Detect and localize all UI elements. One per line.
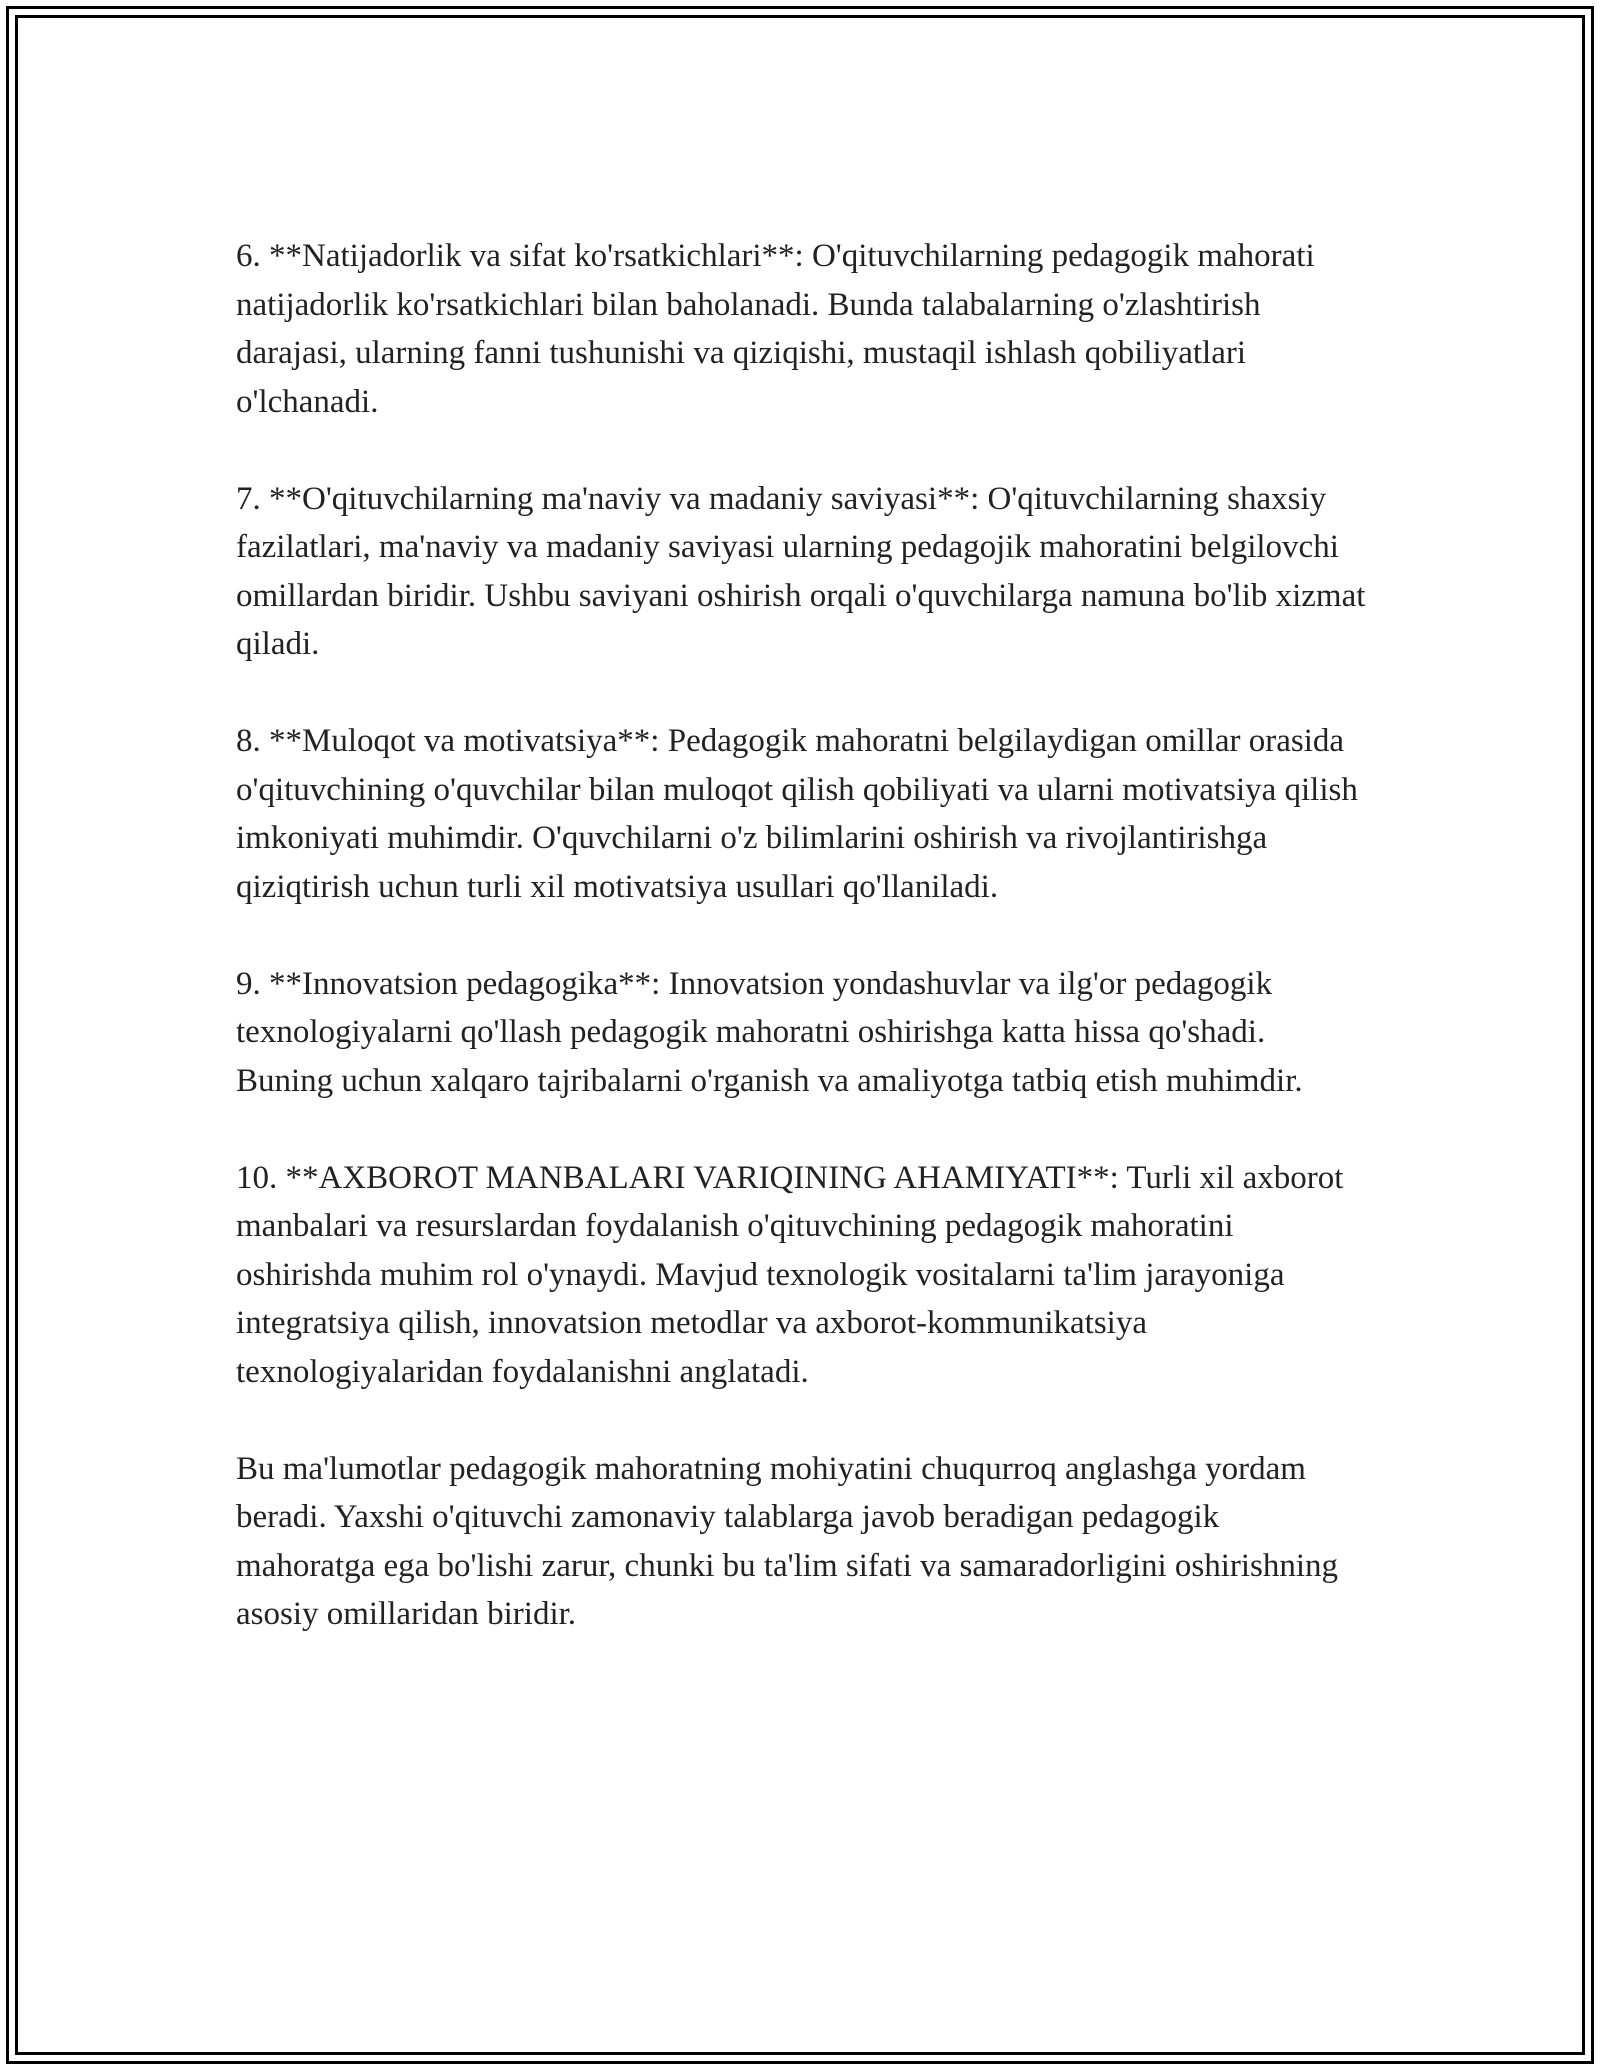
paragraph-item-8: 8. **Muloqot va motivatsiya**: Pedagogik mahoratni belgilaydigan omillar orasida o'qituvchining o'quvchilar bilan muloqot qilish qobiliyati va ularni motivatsiya qilish imkoniyati muhimdir. O'quvchilarni o'z bilimlarini oshirish va rivojlantirishga qiziqtirish uchun turli xil motivatsiya usullari qo'llaniladi. bbox=[236, 723, 1358, 905]
document-body bbox=[236, 232, 1366, 1639]
paragraph-item-7: 7. **O'qituvchilarning ma'naviy va madaniy saviyasi**: O'qituvchilarning shaxsiy fazilatlari, ma'naviy va madaniy saviyasi ularning pedagojik mahoratini belgilovchi omillardan biridir. Ushbu saviyani oshirish orqali o'quvchilarga namuna bo'lib xizmat qiladi. bbox=[236, 480, 1366, 662]
paragraph-item-6: 6. **Natijadorlik va sifat ko'rsatkichlari**: O'qituvchilarning pedagogik mahorati natijadorlik ko'rsatkichlari bilan baholanadi. Bunda talabalarning o'zlashtirish darajasi, ularning fanni tushunishi va qiziqishi, mustaqil ishlash qobiliyatlari o'lchanadi. bbox=[236, 238, 1315, 420]
paragraph-item-9: 9. **Innovatsion pedagogika**: Innovatsion yondashuvlar va ilg'or pedagogik texnologiyalarni qo'llash pedagogik mahoratni oshirishga katta hissa qo'shadi. Buning uchun xalqaro tajribalarni o'rganish va amaliyotga tatbiq etish muhimdir. bbox=[236, 965, 1303, 1099]
closing-paragraph: Bu ma'lumotlar pedagogik mahoratning mohiyatini chuqurroq anglashga yordam beradi. Yaxshi o'qituvchi zamonaviy talablarga javob beradigan pedagogik mahoratga ega bo'lishi zarur, chunki bu ta'lim sifati va samaradorligini oshirishning asosiy omillaridan biridir. bbox=[236, 1450, 1339, 1632]
paragraph-item-10: 10. **AXBOROT MANBALARI VARIQINING AHAMIYATI**: Turli xil axborot manbalari va resurslardan foydalanish o'qituvchining pedagogik mahoratini oshirishda muhim rol o'ynaydi. Mavjud texnologik vositalarni ta'lim jarayoniga integratsiya qilish, innovatsion metodlar va axborot-kommunikatsiya texnologiyalaridan foydalanishni anglatadi. bbox=[236, 1159, 1344, 1390]
